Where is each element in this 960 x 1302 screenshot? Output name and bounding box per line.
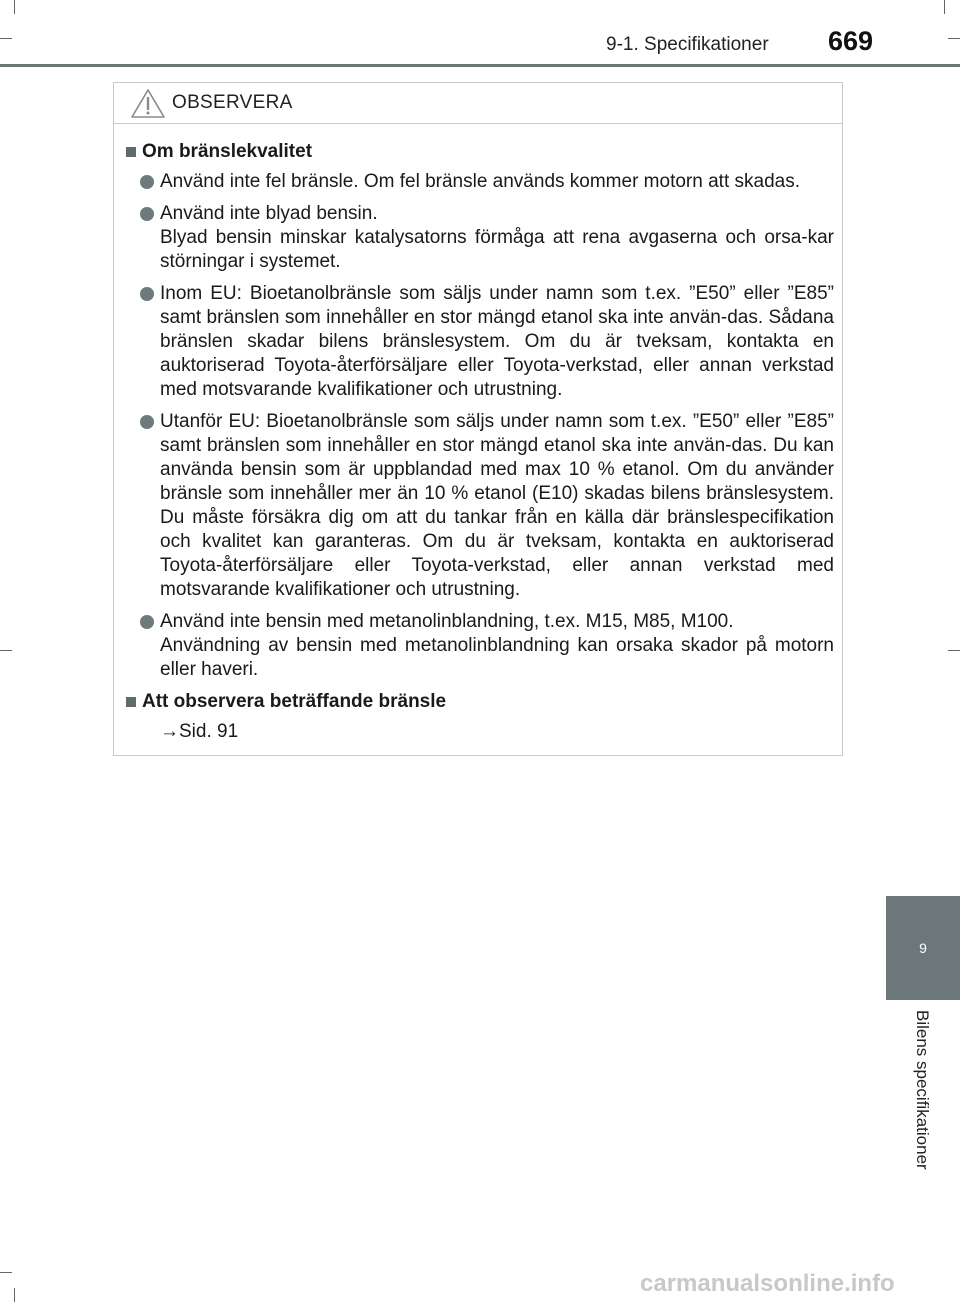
- notice-title: OBSERVERA: [172, 92, 293, 113]
- section-heading: [126, 690, 834, 714]
- square-bullet-icon: [126, 697, 136, 707]
- crop-mark: [944, 0, 945, 14]
- chapter-number: 9: [919, 940, 927, 956]
- round-bullet-icon: [140, 207, 154, 221]
- crop-mark: [948, 38, 960, 39]
- list-item-text: Användning av bensin med metanolinblandning kan orsaka skador på motorn eller haveri.: [160, 635, 834, 680]
- list-item: [126, 410, 834, 602]
- header-rule: [0, 64, 960, 67]
- watermark: carmanualsonline.info: [640, 1270, 895, 1297]
- crop-mark: [0, 1272, 12, 1273]
- list-item-text: Blyad bensin minskar katalysatorns förmåga att rena avgaserna och orsa-kar störningar i systemet.: [160, 227, 834, 272]
- section-title: 9-1. Specifikationer: [606, 34, 769, 55]
- notice-header: [114, 83, 842, 124]
- page-reference-link[interactable]: →Sid. 91: [160, 721, 239, 742]
- round-bullet-icon: [140, 175, 154, 189]
- crop-mark: [0, 38, 12, 39]
- list-item-text: Utanför EU: Bioetanolbränsle som säljs under namn som t.ex. ”E50” eller ”E85” samt bränslen som innehåller en stor mängd etanol ska inte använ-das. Du kan använda bensin som är uppblandad med max 10 % etanol. Om du använder bränsle som innehåller mer än 10 % etanol (E10) skadas bilens bränslesystem. Du måste försäkra dig om att du tankar från en källa där bränslespecifikation och kvalitet kan garanteras. Om du är tveksam, kontakta en auktoriserad Toyota-återförsäljare eller Toyota-verkstad, eller annan verkstad med motsvarande kvalifikationer och utrustning.: [160, 411, 834, 600]
- round-bullet-icon: [140, 287, 154, 301]
- chapter-tab[interactable]: [886, 896, 960, 1000]
- crop-mark: [0, 650, 12, 651]
- crop-mark: [14, 1288, 15, 1302]
- list-item: [126, 170, 834, 194]
- round-bullet-icon: [140, 615, 154, 629]
- round-bullet-icon: [140, 415, 154, 429]
- list-item: [126, 282, 834, 402]
- warning-triangle-icon: [130, 88, 166, 119]
- notice-box: [113, 82, 843, 756]
- crop-mark: [948, 650, 960, 651]
- list-item-text: Använd inte fel bränsle. Om fel bränsle används kommer motorn att skadas.: [160, 171, 800, 192]
- page-number: 669: [828, 26, 874, 56]
- chapter-label: Bilens specifikationer: [913, 1010, 932, 1170]
- list-item-text: Använd inte bensin med metanolinblandning, t.ex. M15, M85, M100.: [160, 611, 734, 632]
- notice-body: [114, 124, 842, 744]
- crop-mark: [14, 0, 15, 14]
- list-item: [126, 202, 834, 274]
- list-item: [126, 610, 834, 682]
- list-item-text: Använd inte blyad bensin.: [160, 203, 378, 224]
- section-heading-text: Att observera beträffande bränsle: [142, 691, 447, 712]
- square-bullet-icon: [126, 147, 136, 157]
- section-heading: [126, 140, 834, 164]
- list-item-text: Inom EU: Bioetanolbränsle som säljs under namn som t.ex. ”E50” eller ”E85” samt bränslen som innehåller en stor mängd etanol ska inte använ-das. Sådana bränslen skadar bilens bränslesystem. Om du är tveksam, kontakta en auktoriserad Toyota-återförsäljare eller Toyota-verkstad, eller annan verkstad med motsvarande kvalifikationer och utrustning.: [160, 283, 834, 400]
- section-heading-text: Om bränslekvalitet: [142, 141, 313, 162]
